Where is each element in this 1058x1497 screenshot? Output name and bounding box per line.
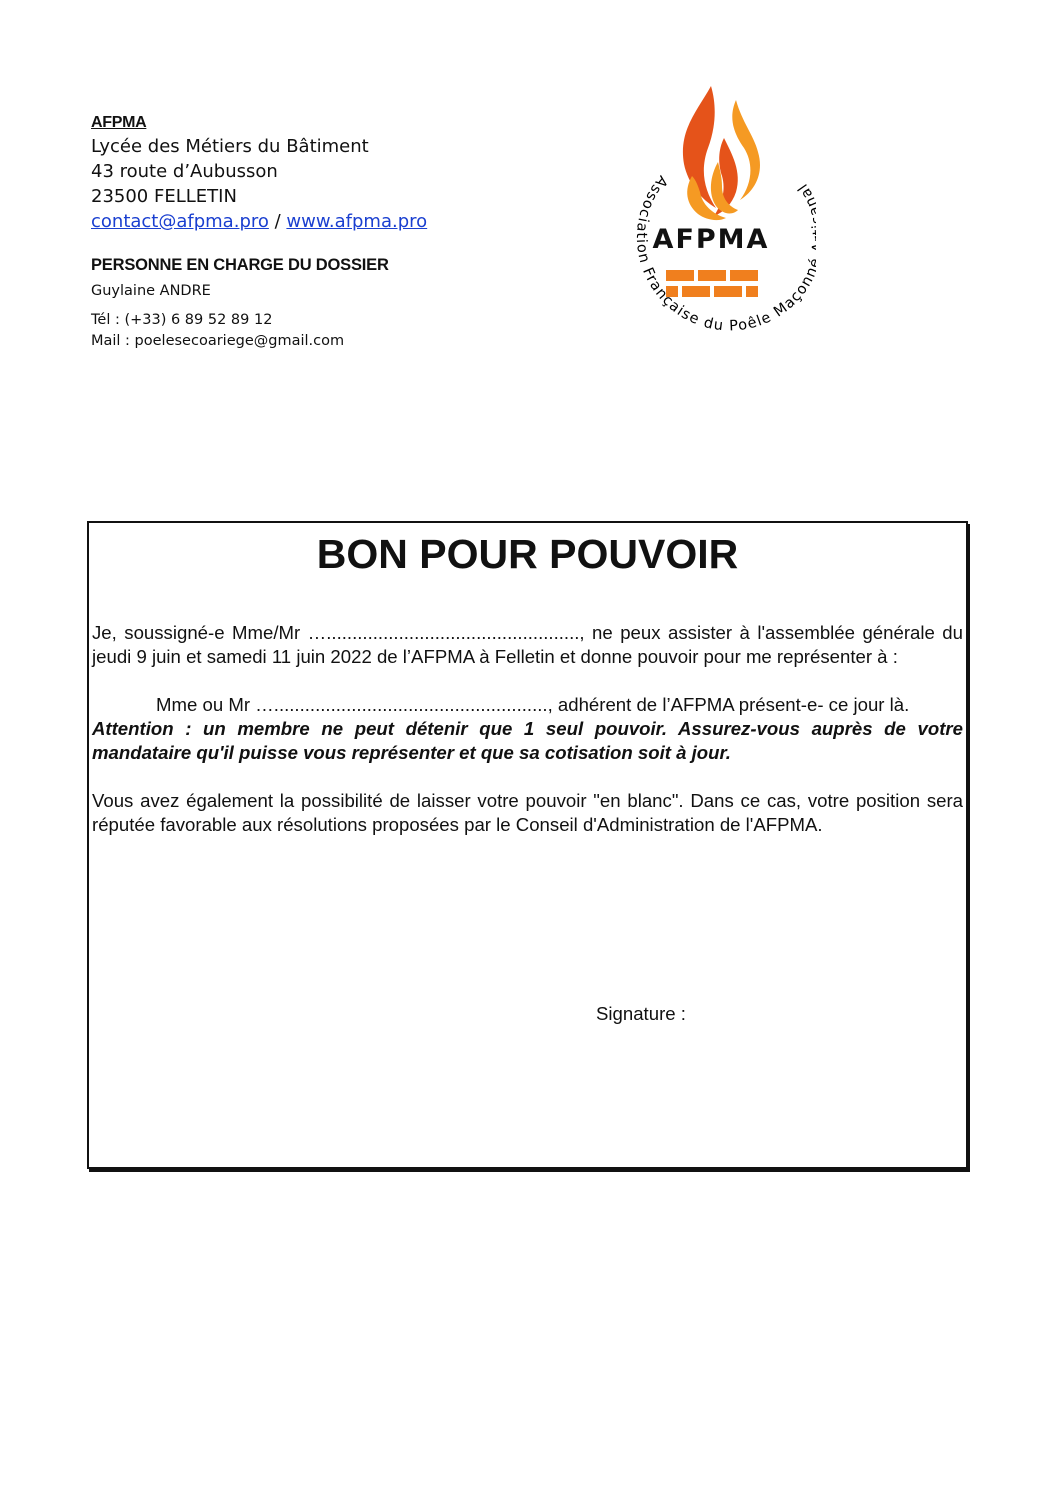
org-name: AFPMA (91, 114, 147, 131)
flame-icon (683, 86, 760, 220)
address-line-3: 23500 FELLETIN (91, 186, 237, 207)
contact-mail: Mail : poelesecoariege@gmail.com (91, 333, 345, 349)
declaration-paragraph: Je, soussigné-e Mme/Mr …................................................., ne peux assister à l'assemblée générale du jeudi 9 juin et samedi 11 juin 2022 de l’AFPMA à Felletin et donne pouvoir pour me représenter à : (92, 622, 963, 667)
warning-paragraph: Attention : un membre ne peut détenir que 1 seul pouvoir. Assurez-vous auprès de votre mandataire qu'il puisse vous représenter et que sa cotisation soit à jour. (92, 718, 963, 763)
address-line-1: Lycée des Métiers du Bâtiment (91, 136, 369, 157)
blank-proxy-paragraph: Vous avez également la possibilité de laisser votre pouvoir "en blanc". Dans ce cas, votre position sera réputée favorable aux résolutions proposées par le Conseil d'Administration de l'AFPMA. (92, 790, 963, 835)
logo-wordmark: AFPMA (652, 224, 770, 255)
contact-phone: Tél : (+33) 6 89 52 89 12 (91, 312, 273, 328)
contact-links (91, 209, 561, 234)
sender-block (91, 114, 561, 352)
afpma-logo (606, 80, 816, 360)
link-separator: / (268, 211, 287, 232)
bricks-icon (666, 270, 758, 297)
contact-name: Guylaine ANDRE (91, 283, 211, 299)
representative-paragraph: Mme ou Mr …....................................................., adhérent de l’AFPMA présent-e- ce jour là. (156, 694, 910, 715)
contact-heading: PERSONNE EN CHARGE DU DOSSIER (91, 256, 389, 274)
proxy-form (87, 521, 968, 1169)
proxy-title: BON POUR POUVOIR (316, 531, 739, 577)
address-line-2: 43 route d’Aubusson (91, 161, 278, 182)
email-link[interactable]: contact@afpma.pro (91, 211, 269, 232)
logo-ring-textpath: Association Française du Poêle Maçon al (632, 172, 816, 335)
signature-label: Signature : (596, 1003, 686, 1024)
proxy-body (92, 621, 963, 837)
website-link[interactable]: www.afpma.pro (286, 211, 428, 232)
